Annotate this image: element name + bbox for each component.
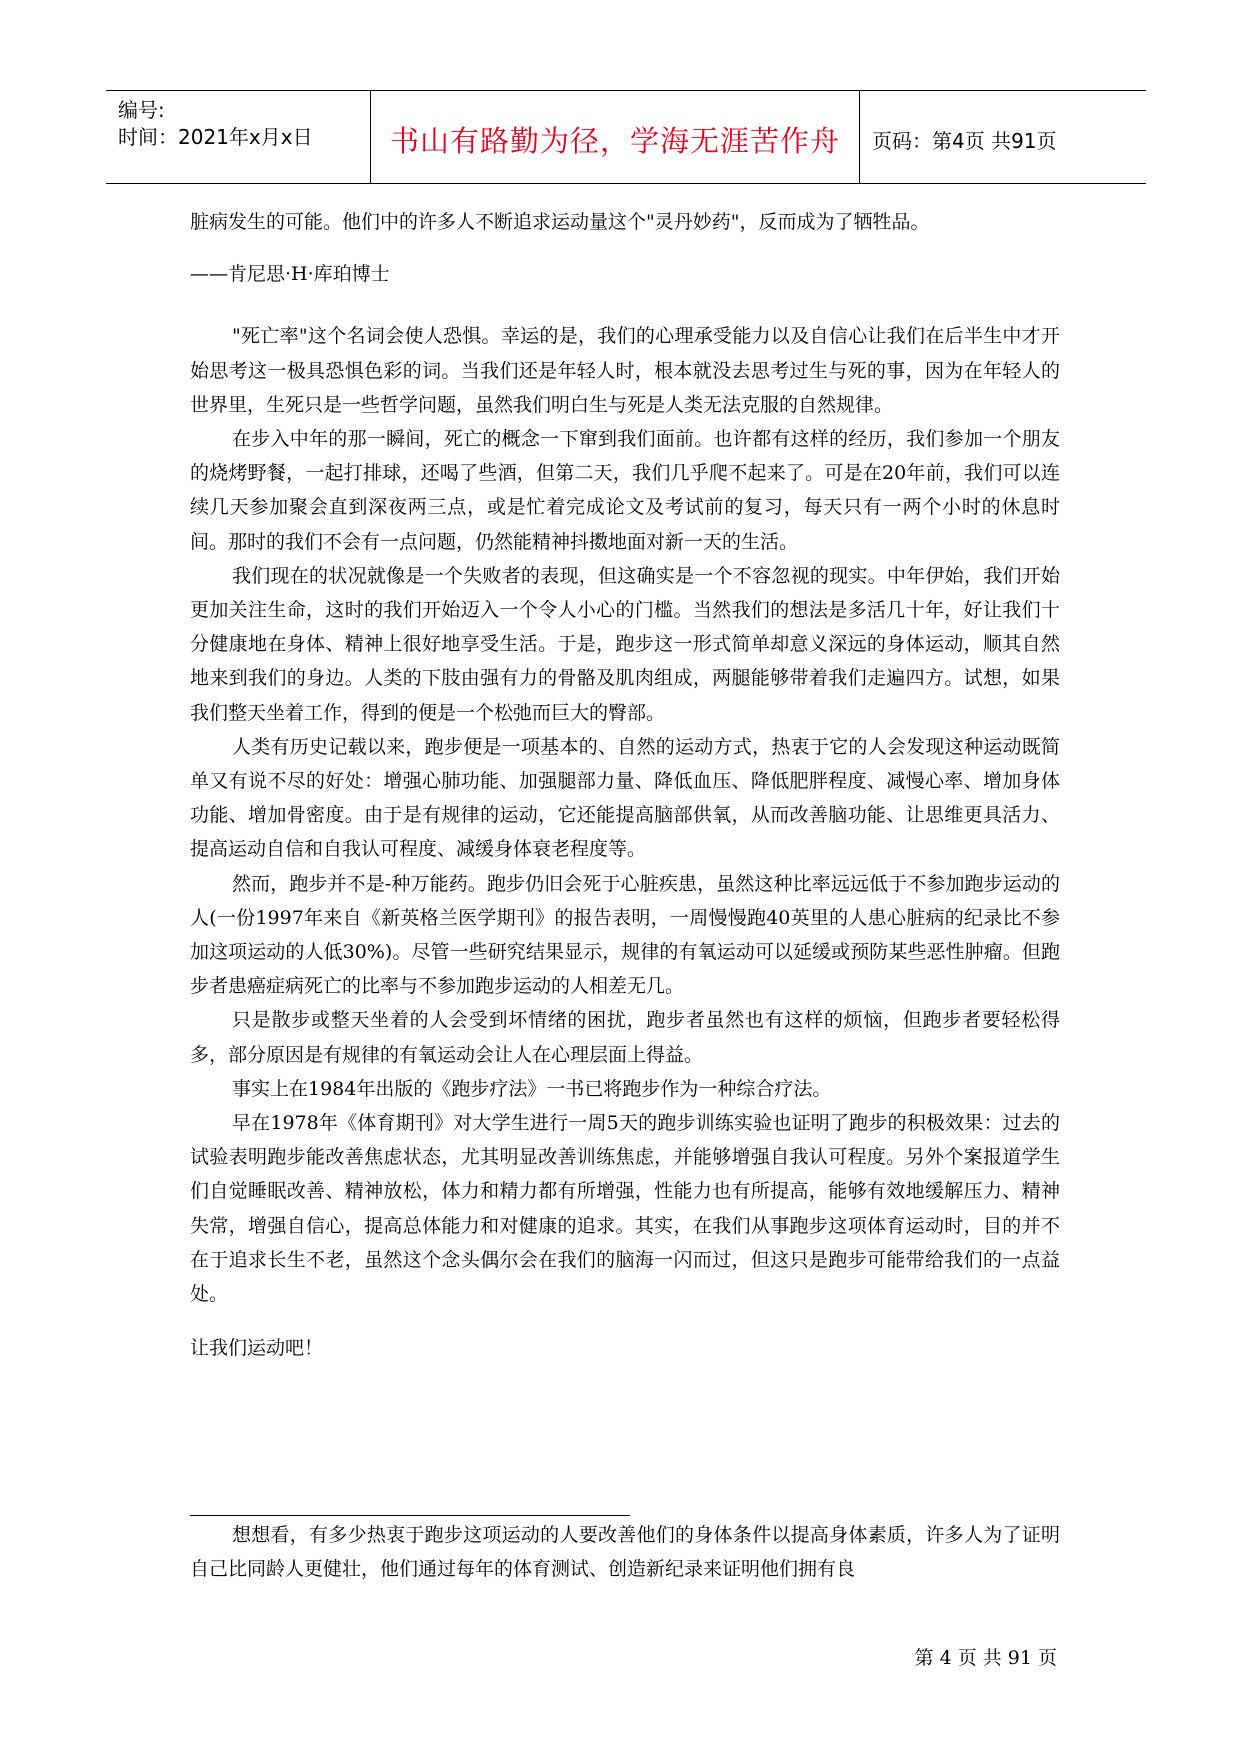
paragraph: 早在1978年《体育期刊》对大学生进行一周5天的跑步训练实验也证明了跑步的积极效果：过去的试验表明跑步能改善焦虑状态，尤其明显改善训练焦虑，并能够增强自我认可程度。另外个案报道学生们自觉睡眠改善、精神放松，体力和精力都有所增强，性能力也有所提高，能够有效地缓解压力、精神失常，增强自信心，提高总体能力和对健康的追求。其实，在我们从事跑步这项体育运动时，目的并不在于追求长生不老，虽然这个念头偶尔会在我们的脑海一闪而过，但这只是跑步可能带给我们的一点益处。 bbox=[190, 1112, 1060, 1306]
header-left-cell bbox=[106, 91, 370, 183]
header-motto: 书山有路勤为径，学海无涯苦作舟 bbox=[389, 124, 840, 158]
header-page-info: 页码：第4页 共91页 bbox=[872, 129, 1057, 153]
paragraph: 我们现在的状况就像是一个失败者的表现，但这确实是一个不容忽视的现实。中年伊始，我们开始更加关注生命，这时的我们开始迈入一个令人小心的门槛。当然我们的想法是多活几十年，好让我们十分健康地在身体、精神上很好地享受生活。于是，跑步这一形式简单却意义深远的身体运动，顺其自然地来到我们的身边。人类的下肢由强有力的骨骼及肌肉组成，两腿能够带着我们走遍四方。试想，如果我们整天坐着工作，得到的便是一个松弛而巨大的臀部。 bbox=[190, 564, 1060, 724]
document-body bbox=[190, 205, 1060, 1366]
number-label: 编号: bbox=[118, 98, 165, 122]
page-footer-number: 第 4 页 共 91 页 bbox=[914, 1647, 1057, 1669]
paragraph: 只是散步或整天坐着的人会受到坏情绪的困扰，跑步者虽然也有这样的烦恼，但跑步者要轻松得多，部分原因是有规律的有氧运动会让人在心理层面上得益。 bbox=[190, 1009, 1060, 1066]
paragraph: 人类有历史记载以来，跑步便是一项基本的、自然的运动方式，热衷于它的人会发现这种运动既简单又有说不尽的好处：增强心肺功能、加强腿部力量、降低血压、降低肥胖程度、减慢心率、增加身体功能、增加骨密度。由于是有规律的运动，它还能提高脑部供氧，从而改善脑功能、让思维更具活力、提高运动自信和自我认可程度、减缓身体衰老程度等。 bbox=[190, 735, 1060, 861]
paragraph: 在步入中年的那一瞬间，死亡的概念一下窜到我们面前。也许都有这样的经历，我们参加一个朋友的烧烤野餐，一起打排球，还喝了些酒，但第二天，我们几乎爬不起来了。可是在20年前，我们可以连续几天参加聚会直到深夜两三点，或是忙着完成论文及考试前的复习，每天只有一两个小时的休息时间。那时的我们不会有一点问题，仍然能精神抖擞地面对新一天的生活。 bbox=[190, 428, 1060, 553]
closing-line: 让我们运动吧！ bbox=[190, 1337, 324, 1360]
header-right-cell bbox=[860, 91, 1146, 183]
paragraph-continuation: 脏病发生的可能。他们中的许多人不断追求运动量这个"灵丹妙药"，反而成为了牺牲品。 bbox=[190, 211, 930, 233]
footnote bbox=[190, 1518, 1060, 1586]
page-header bbox=[106, 90, 1146, 184]
author-signature: ——肯尼思·H·库珀博士 bbox=[190, 263, 390, 286]
paragraph: 事实上在1984年出版的《跑步疗法》一书已将跑步作为一种综合疗法。 bbox=[232, 1077, 832, 1100]
paragraph: 然而，跑步并不是-种万能药。跑步仍旧会死于心脏疾患，虽然这种比率远远低于不参加跑步运动的人(一份1997年来自《新英格兰医学期刊》的报告表明，一周慢慢跑40英里的人患心脏病的纪录比不参加这项运动的人低30%)。尽管一些研究结果显示，规律的有氧运动可以延缓或预防某些恶性肿瘤。但跑步者患癌症病死亡的比率与不参加跑步运动的人相差无几。 bbox=[190, 872, 1060, 998]
footnote-divider bbox=[190, 1515, 630, 1516]
footnote-text: 想想看，有多少热衷于跑步这项运动的人要改善他们的身体条件以提高身体素质，许多人为了证明自己比同龄人更健壮，他们通过每年的体育测试、创造新纪录来证明他们拥有良 bbox=[190, 1524, 1060, 1581]
time-label: 时间：2021年x月x日 bbox=[118, 125, 313, 149]
paragraph: "死亡率"这个名词会使人恐惧。幸运的是，我们的心理承受能力以及自信心让我们在后半生中才开始思考这一极具恐惧色彩的词。当我们还是年轻人时，根本就没去思考过生与死的事，因为在年轻人的世界里，生死只是一些哲学问题，虽然我们明白生与死是人类无法克服的自然规律。 bbox=[190, 325, 1060, 416]
header-center-cell bbox=[370, 91, 860, 183]
